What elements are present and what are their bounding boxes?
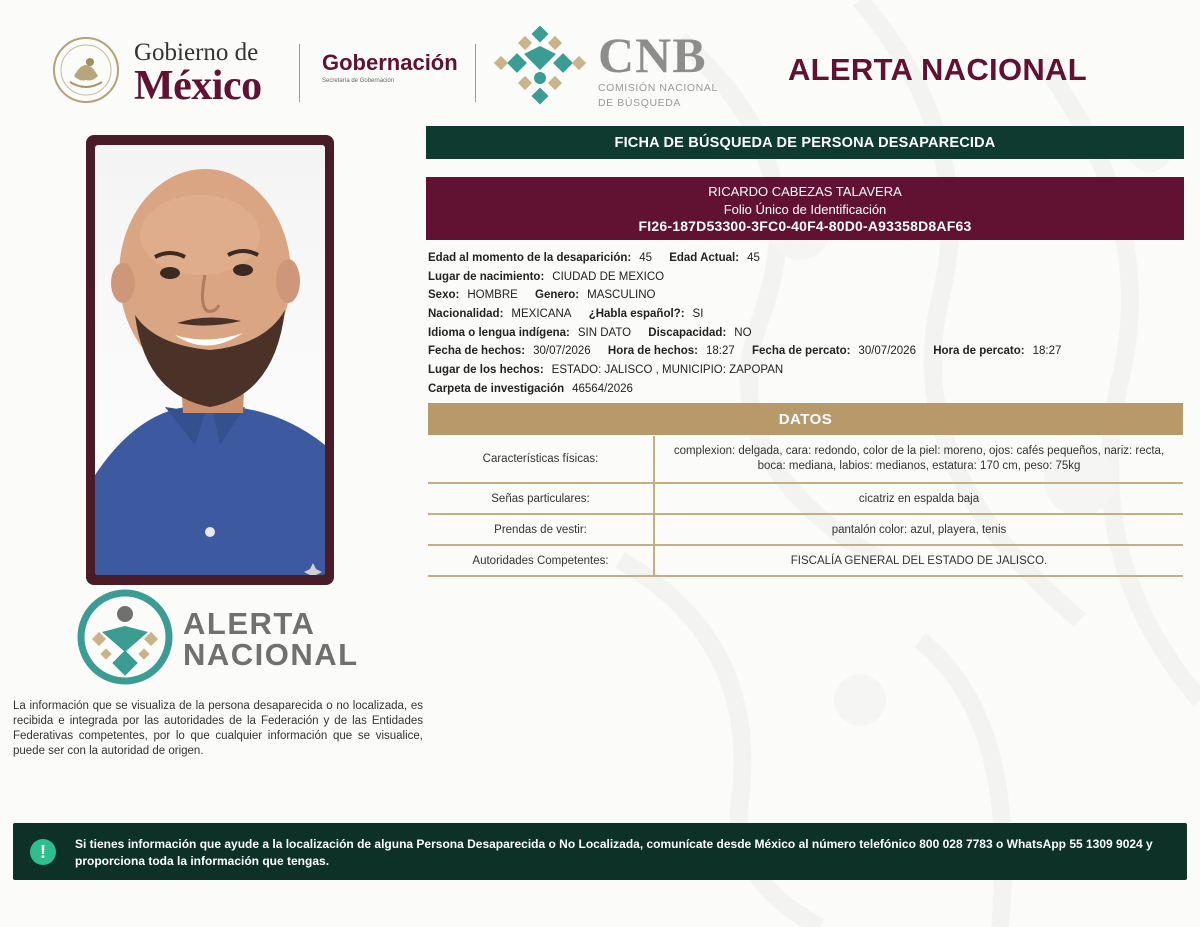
- datos-label: Prendas de vestir:: [428, 514, 654, 545]
- nacimiento-label: Lugar de nacimiento:: [428, 270, 545, 283]
- habla-espanol-value: SI: [692, 308, 704, 321]
- cnb-subtitle-1: COMISIÓN NACIONAL: [598, 82, 718, 94]
- cnb-subtitle-2: DE BÚSQUEDA: [598, 97, 682, 109]
- gobierno-line2: México: [134, 63, 262, 109]
- info-row: [428, 268, 1075, 287]
- hora-percato-label: Hora de percato:: [933, 345, 1025, 358]
- lugar-hechos-value: ESTADO: JALISCO , MUNICIPIO: ZAPOPAN: [551, 364, 784, 377]
- lugar-hechos-label: Lugar de los hechos:: [428, 364, 544, 377]
- datos-value: cicatriz en espalda baja: [654, 483, 1183, 514]
- header-alert-title: ALERTA NACIONAL: [788, 52, 1087, 87]
- genero-value: MASCULINO: [587, 289, 656, 302]
- fecha-percato-label: Fecha de percato:: [752, 345, 851, 358]
- missing-person-photo: [95, 145, 325, 575]
- genero-label: Genero:: [535, 289, 580, 302]
- edad-actual-value: 45: [747, 252, 760, 264]
- info-row: [428, 324, 1075, 343]
- datos-label: Características físicas:: [428, 436, 654, 483]
- edad-desaparicion-value: 45: [639, 252, 653, 264]
- sexo-value: HOMBRE: [467, 289, 518, 302]
- hora-hechos-value: 18:27: [706, 345, 735, 358]
- edad-actual-label: Edad Actual:: [669, 252, 740, 264]
- folio-label: Folio Único de Identificación: [723, 201, 887, 217]
- discapacidad-value: NO: [734, 326, 752, 339]
- table-row: [428, 514, 1183, 545]
- fecha-hechos-label: Fecha de hechos:: [428, 345, 526, 358]
- edad-desaparicion-label: Edad al momento de la desaparición:: [428, 252, 632, 264]
- person-portrait-icon: [95, 145, 325, 575]
- gobierno-de-mexico-logo: [134, 39, 262, 109]
- nacional-word: NACIONAL: [183, 637, 359, 672]
- sexo-label: Sexo:: [428, 289, 460, 302]
- table-row: [428, 483, 1183, 514]
- header-divider: [299, 44, 300, 102]
- identity-box: [426, 177, 1184, 240]
- gobierno-line1: Gobierno de: [134, 39, 259, 66]
- hora-percato-value: 18:27: [1032, 345, 1062, 358]
- info-row: [428, 361, 1075, 380]
- info-row: [428, 305, 1075, 324]
- datos-label: Autoridades Competentes:: [428, 545, 654, 576]
- idioma-value: SIN DATO: [577, 326, 632, 339]
- cnb-emblem-icon: [494, 26, 586, 112]
- datos-value: FISCALÍA GENERAL DEL ESTADO DE JALISCO.: [654, 545, 1183, 576]
- alerta-word: ALERTA: [183, 606, 316, 641]
- datos-label: Señas particulares:: [428, 483, 654, 514]
- idioma-label: Idioma o lengua indígena:: [428, 326, 570, 339]
- info-row: [428, 286, 1075, 305]
- info-row: [428, 249, 1075, 268]
- info-row: [428, 380, 1075, 399]
- datos-value: pantalón color: azul, playera, tenis: [654, 514, 1183, 545]
- carpeta-value: 46564/2026: [572, 382, 633, 395]
- national-seal-icon: [52, 36, 120, 104]
- gobernacion-subtitle: Secretaría de Gobernación: [322, 78, 395, 84]
- discapacidad-label: Discapacidad:: [648, 326, 727, 339]
- header-divider: [475, 44, 476, 102]
- hora-hechos-label: Hora de hechos:: [607, 345, 699, 358]
- carpeta-label: Carpeta de investigación: [428, 382, 565, 395]
- cnb-logo: [598, 27, 718, 110]
- datos-value: complexion: delgada, cara: redondo, color de la piel: moreno, ojos: cafés pequeños, nariz: recta, boca: mediana, labios: medianos, estatura: 170 cm, peso: 75kg: [654, 436, 1183, 483]
- table-row: [428, 545, 1183, 576]
- contact-banner-text: Si tienes información que ayude a la localización de alguna Persona Desaparecida o No Localizada, comunícate desde México al número telefónico 800 028 7783 o WhatsApp 55 1309 9024 y proporciona toda la información que tengas.: [75, 837, 1153, 868]
- gobernacion-title: Gobernación: [322, 50, 458, 75]
- ficha-title-bar: FICHA DE BÚSQUEDA DE PERSONA DESAPARECIDA: [426, 126, 1184, 159]
- nacionalidad-value: MEXICANA: [511, 308, 572, 321]
- fecha-hechos-value: 30/07/2026: [533, 345, 591, 358]
- datos-title-bar: DATOS: [428, 403, 1183, 435]
- person-info: [428, 249, 1075, 399]
- cnb-title: CNB: [598, 27, 707, 83]
- exclamation-icon: !: [30, 839, 56, 865]
- alerta-nacional-emblem-icon: [76, 588, 174, 686]
- disclaimer-text: La información que se visualiza de la persona desaparecida o no localizada, es recibida e integrada por las autoridades de la Federación y de las Entidades Federativas competentes, por lo que cualquier información que se visualice, puede ser con la autoridad de origen.: [13, 700, 423, 757]
- alerta-nacional-wordmark: [183, 608, 359, 670]
- contact-banner: [13, 823, 1187, 880]
- fecha-percato-value: 30/07/2026: [858, 345, 916, 358]
- datos-table: [428, 436, 1183, 577]
- person-name: RICARDO CABEZAS TALAVERA: [708, 184, 902, 199]
- habla-espanol-label: ¿Habla español?:: [588, 308, 685, 321]
- gobernacion-logo: [322, 50, 458, 84]
- nacionalidad-label: Nacionalidad:: [428, 308, 504, 321]
- missing-person-photo-frame: [86, 135, 334, 585]
- folio-number: FI26-187D53300-3FC0-40F4-80D0-A93358D8AF63: [638, 218, 972, 234]
- table-row: [428, 436, 1183, 483]
- info-row: [428, 342, 1075, 361]
- nacimiento-value: CIUDAD DE MEXICO: [552, 270, 665, 283]
